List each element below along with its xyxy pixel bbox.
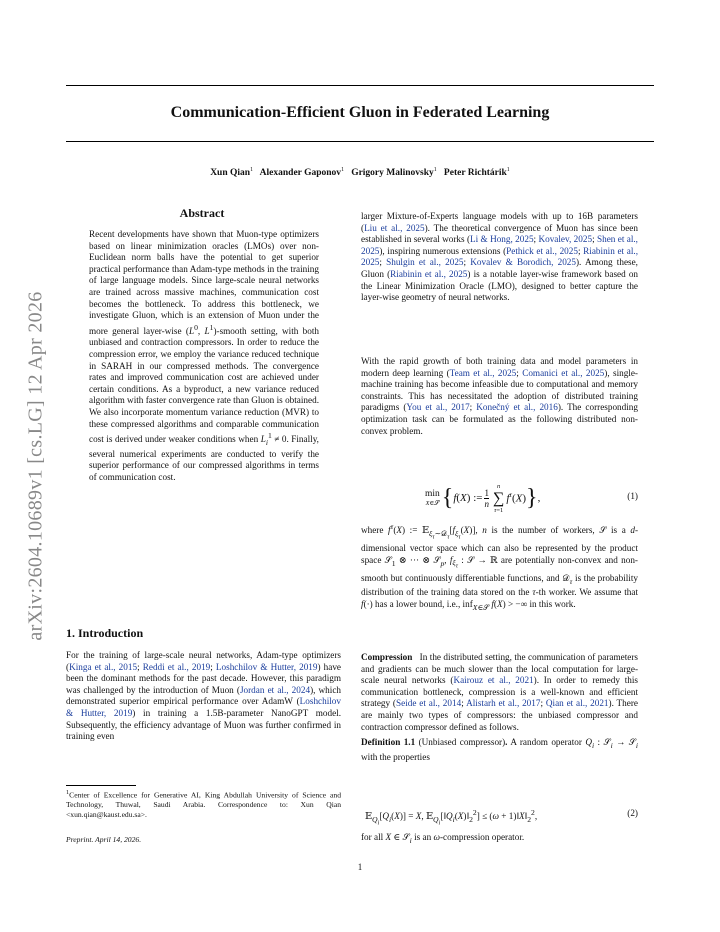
citation-link[interactable]: Pethick et al., 2025 [506,245,578,256]
footnote-text: Center of Excellence for Generative AI, King Abdullah University of Science and Technology, Thuwal, Saudi Arabia. Correspondence to: Xun Qian <xun.qian@kaust.edu.sa>. [66,790,341,819]
equation-2: $𝔼_{Q_i}[Q_i(X)] = X$, $𝔼_{Q_i}[‖Q_i(X)‖_2^2] \le (\omega$ + $1)‖X‖_2^2$, (2) [365,808,638,827]
citation-link[interactable]: Loshchilov & Hutter, 2019 [66,696,341,718]
citation-link[interactable]: Seide et al., 2014 [396,698,462,709]
author-affiliation: 1 [250,167,254,173]
citation-link[interactable]: Loshchilov & Hutter, 2019 [215,661,318,672]
author-name: Peter Richtárik [443,168,507,179]
citation-link[interactable]: Riabinin et al., 2025 [361,245,639,268]
citation-link[interactable]: Qian et al., 2021 [545,698,609,709]
paragraph-distributed: With the rapid growth of both training data and model parameters in modern deep learning (Team et al., 2025; Comanici et al., 2025), single-machine training has become infeasible due to computational and memory constraints. This has necessitated the adoption of distributed training paradigms (You et al., 2017; Konečný et al., 2016). The corresponding optimization task can be formulated as the following distributed non-convex problem. [361,356,638,436]
equation-1: min X∈𝒮 { f(X) := $\frac{1}{n}$ n ∑ τ=1 $f^\tau(X)$ } , (1) [425,482,638,514]
citation-link[interactable]: Kovalev, 2025 [538,234,593,245]
citation-link[interactable]: Konečný et al., 2016 [476,402,558,413]
citation-link[interactable]: Jordan et al., 2024 [239,684,311,695]
paragraph-definitions: where $f^\tau(X)$ := $𝔼_{\xi_\tau\sim 𝒟_\tau}[f_{\xi_\tau}(X)]$, n is the number of workers, 𝒮 is a d-dimensional vector space which can also be represented by the product space 𝒮$_1$ ⊗ ··· ⊗ 𝒮$_p$, $f_{\xi_\tau}$ : 𝒮 → ℝ are potentially non-convex and non-smooth but continuously differentiable functions, and 𝒟$_\tau$ is the probability distribution of the training data stored on the τ-th worker. We assume that f(·) has a lower bound, i.e., inf$_{X\in 𝒮}$ f(X) > −∞ in this work. [361,522,639,612]
introduction-text: For the training of large-scale neural networks, Adam-type optimizers (Kinga et al., 2015; Reddi et al., 2019; Loshchilov & Hutter, 2019) have been the dominant methods for the past decade. However, this paradigm was challenged by the introduction of Muon (Jordan et al., 2024), which demonstrated superior empirical performance over AdamW (Loshchilov & Hutter, 2019) in training a 1.5B-parameter NanoGPT model. Subsequently, the efficiency advantage of Muon was further confirmed in training even [66,650,342,742]
preprint-date: Preprint. April 14, 2026. [66,835,142,844]
footnote [66,788,341,819]
paragraph-omega: for all X ∈ 𝒮$_i$ is an ω-compression operator. [361,832,525,845]
paragraph-compression: Compression In the distributed setting, the communication of parameters and gradients can be much slower than the local computation for large-scale neural networks (Kairouz et al., 2021). In order to remedy this communication bottleneck, compression is a well-known and efficient strategy (Seide et al., 2014; Alistarh et al., 2017; Qian et al., 2021). There are mainly two types of compressors: the unbiased compressor and contraction compressor defined as follows. Definition 1.1 (Unbiased compressor). A random operator $Q_i$ : 𝒮$_i$ → 𝒮$_i$ with the properties [361,652,638,762]
author-name: Alexander Gaponov [259,168,342,179]
citation-link[interactable]: Li & Hong, 2025 [470,234,534,245]
citation-link[interactable]: Kovalev & Borodich, 2025 [470,257,576,268]
page-number: 1 [357,862,363,872]
intro-continued: larger Mixture-of-Experts language models with up to 16B parameters (Liu et al., 2025). The theoretical convergence of Muon has since been established in several works (Li & Hong, 2025; Kovalev, 2025; Shen et al., 2025), inspiring numerous extensions (Pethick et al., 2025; Riabinin et al., 2025; Shulgin et al., 2025; Kovalev & Borodich, 2025). Among these, Gluon (Riabinin et al., 2025) is a notable layer-wise framework based on the Linear Minimization Oracle (LMO), designed to better capture the layer-wise geometry of neural networks. [361,211,639,303]
citation-link[interactable]: Shulgin et al., 2025 [386,257,464,268]
author-affiliation: 1 [506,167,510,173]
author-affiliation: 1 [341,167,345,173]
citation-link[interactable]: You et al., 2017 [406,402,470,413]
author-affiliation: 1 [433,167,437,173]
top-rule [66,85,654,86]
citation-link[interactable]: Team et al., 2025 [449,367,517,378]
equation-number: (1) [627,491,638,501]
citation-link[interactable]: Comanici et al., 2025 [522,367,605,378]
title-bottom-rule [66,141,654,142]
footnote-mark: 1 [66,789,70,796]
abstract-heading: Abstract [179,206,225,220]
citation-link[interactable]: Kairouz et al., 2021 [453,675,534,686]
paper-title: Communication-Efficient Gluon in Federated Learning [170,104,550,121]
citation-link[interactable]: Alistarh et al., 2017 [466,698,541,709]
citation-link[interactable]: Reddi et al., 2019 [142,661,211,672]
abstract-text: Recent developments have shown that Muon-type optimizers based on linear minimization oracles (LMOs) over non-Euclidean norm balls have the potential to get superior practical performance than Adam-type methods in the training of large language models. Since large-scale neural networks are trained across massive machines, communication cost becomes the bottleneck. To address this bottleneck, we investigate Gluon, which is an extension of Muon under the more general layer-wise ($L^0$, $L^1$)-smooth setting, with both unbiased and contraction compressors. In order to reduce the compression error, we employ the variance reduced technique in SARAH in our compressed methods. The convergence rates and improved communication cost are achieved under certain conditions. As a byproduct, a new variance reduced algorithm with faster convergence rate than Gluon is obtained. We also incorporate momentum variance reduction (MVR) to these compressed algorithms and comparable communication cost is derived under weaker conditions when $L_i^1 \ne 0$. Finally, several numerical experiments are conducted to verify the superior performance of our compressed algorithms in terms of communication cost. [89,229,320,482]
citation-link[interactable]: Liu et al., 2025 [364,222,425,233]
introduction-heading: 1. Introduction [66,626,144,640]
footnote-rule [66,785,136,786]
author-name: Grigory Malinovsky [351,168,434,179]
compression-heading: Compression [361,652,413,662]
arxiv-identifier: arXiv:2604.10689v1 [cs.LG] 12 Apr 2026 [24,291,47,641]
citation-link[interactable]: Shen et al., 2025 [361,234,638,256]
equation-number: (2) [627,808,638,818]
definition-label: Definition 1.1 [361,737,416,748]
citation-link[interactable]: Riabinin et al., 2025 [390,268,468,279]
author-list [66,167,654,178]
author-name: Xun Qian [210,168,251,179]
citation-link[interactable]: Kinga et al., 2015 [69,661,138,672]
